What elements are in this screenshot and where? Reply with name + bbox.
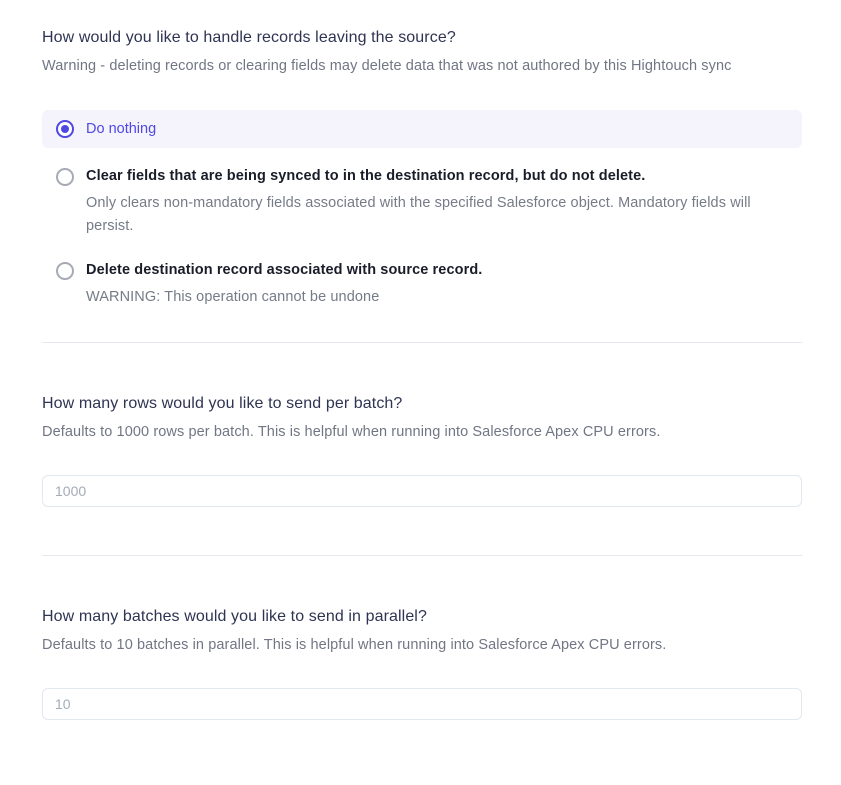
parallel-batches-description: Defaults to 10 batches in parallel. This is helpful when running into Salesforce Apex CPU errors. [42,637,667,653]
rows-per-batch-input[interactable] [42,475,802,507]
parallel-batches-title: How many batches would you like to send in parallel? [42,608,427,625]
option-delete-record-label: Delete destination record associated with source record. [86,262,483,278]
leaving-source-warning: Warning - deleting records or clearing fields may delete data that was not authored by this Hightouch sync [42,58,732,74]
radio-unselected-icon[interactable] [56,262,74,280]
rows-per-batch-description: Defaults to 1000 rows per batch. This is helpful when running into Salesforce Apex CPU errors. [42,424,661,440]
option-do-nothing[interactable] [42,110,802,148]
option-delete-record[interactable] [42,262,802,309]
option-clear-fields[interactable] [42,168,802,238]
option-delete-record-description: WARNING: This operation cannot be undone [86,289,380,305]
section-leaving-source [42,29,802,309]
section-parallel-batches [42,556,802,720]
option-clear-fields-description: Only clears non-mandatory fields associated with the specified Salesforce object. Mandatory fields will persist. [86,195,751,234]
parallel-batches-input[interactable] [42,688,802,720]
section-rows-per-batch [42,343,802,507]
leaving-source-title: How would you like to handle records leaving the source? [42,29,456,46]
option-do-nothing-label: Do nothing [86,121,157,137]
option-clear-fields-label: Clear fields that are being synced to in the destination record, but do not delete. [86,168,646,184]
leaving-source-radio-group [42,110,802,309]
rows-per-batch-title: How many rows would you like to send per batch? [42,395,403,412]
radio-selected-icon[interactable] [56,120,74,138]
radio-unselected-icon[interactable] [56,168,74,186]
